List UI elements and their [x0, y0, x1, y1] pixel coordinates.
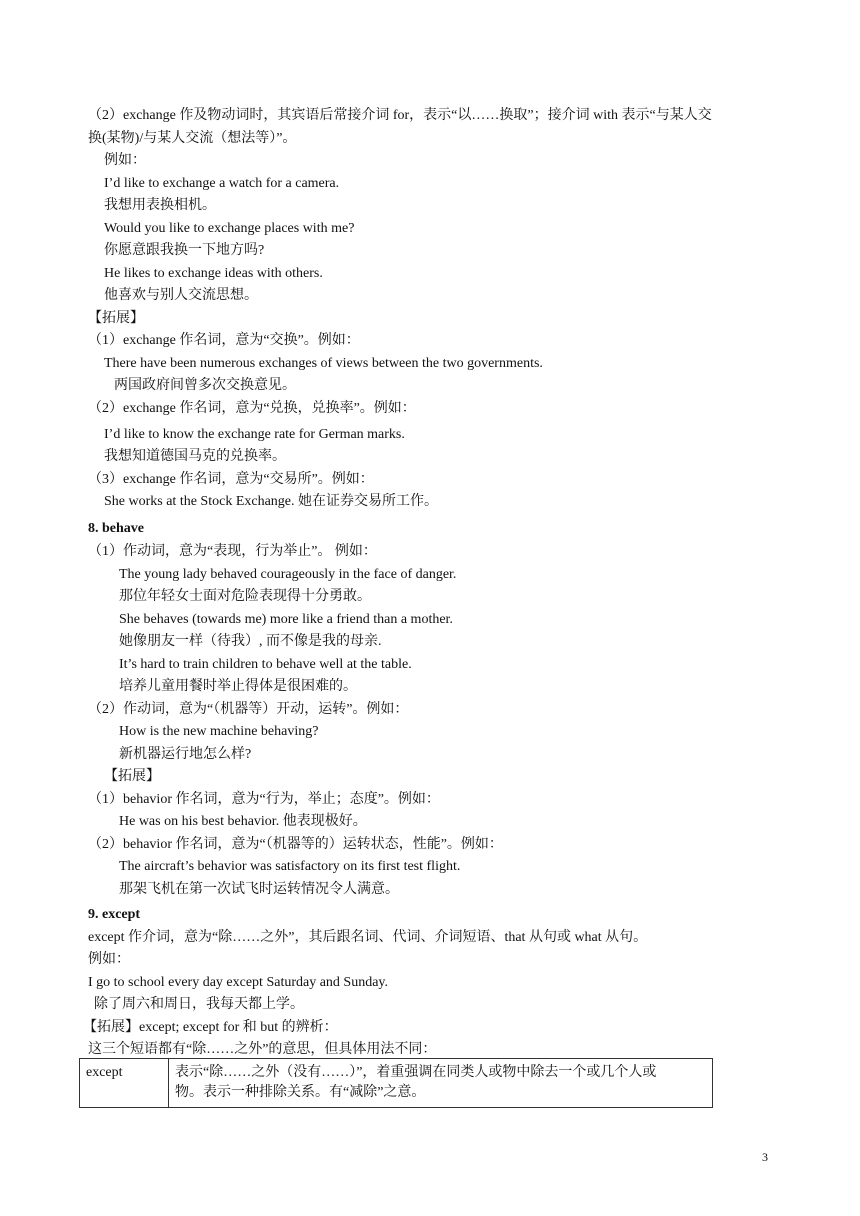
example-english: The aircraft’s behavior was satisfactory on its first test flight. — [119, 859, 461, 874]
extension-heading: 【拓展】 — [88, 311, 144, 326]
example-english: He likes to exchange ideas with others. — [104, 266, 323, 281]
example-english: How is the new machine behaving? — [119, 724, 319, 739]
paragraph-line: （2）exchange 作及物动词时，其宾语后常接介词 for，表示“以……换取”；接介词 with 表示“与某人交 — [88, 108, 712, 123]
example-english: She works at the Stock Exchange. 她在证券交易所工作。 — [104, 494, 439, 509]
example-english: He was on his best behavior. 他表现极好。 — [119, 814, 367, 829]
extension-heading: 【拓展】 — [104, 769, 160, 784]
paragraph-line: （2）exchange 作名词，意为“兑换，兑换率”。例如： — [88, 401, 416, 416]
example-label: 例如： — [88, 952, 130, 967]
paragraph-line: 这三个短语都有“除……之外”的意思，但具体用法不同： — [88, 1042, 437, 1057]
example-chinese: 那位年轻女士面对危险表现得十分勇敢。 — [119, 589, 371, 604]
example-chinese: 两国政府间曾多次交换意见。 — [114, 378, 296, 393]
example-chinese: 她像朋友一样（待我）, 而不像是我的母亲. — [119, 634, 382, 649]
example-chinese: 我想知道德国马克的兑换率。 — [104, 449, 286, 464]
example-chinese: 你愿意跟我换一下地方吗? — [104, 243, 265, 258]
paragraph-line: except 作介词，意为“除……之外”，其后跟名词、代词、介词短语、that 从句或 what 从句。 — [88, 930, 648, 945]
table-cell-term: except — [80, 1059, 169, 1108]
description-line: 表示“除……之外（没有……）”，着重强调在同类人或物中除去一个或几个人或 — [175, 1065, 657, 1080]
example-chinese: 我想用表换相机。 — [104, 198, 216, 213]
example-english: I’d like to know the exchange rate for German marks. — [104, 427, 405, 442]
example-chinese: 培养儿童用餐时举止得体是很困难的。 — [119, 679, 357, 694]
page-number: 3 — [762, 1150, 768, 1164]
section-heading: 9. except — [88, 907, 141, 922]
example-english: The young lady behaved courageously in the face of danger. — [119, 567, 457, 582]
example-english: I’d like to exchange a watch for a camera. — [104, 176, 340, 191]
paragraph-line: （1）作动词，意为“表现，行为举止”。 例如： — [88, 544, 377, 559]
paragraph-line: （1）exchange 作名词，意为“交换”。例如： — [88, 333, 360, 348]
example-chinese: 新机器运行地怎么样? — [119, 747, 252, 762]
example-chinese: 那架飞机在第一次试飞时运转情况令人满意。 — [119, 882, 399, 897]
example-english: Would you like to exchange places with me? — [104, 221, 355, 236]
example-english: She behaves (towards me) more like a friend than a mother. — [119, 612, 453, 627]
paragraph-line: （2）作动词，意为“（机器等）开动，运转”。例如： — [88, 702, 409, 717]
example-chinese: 除了周六和周日，我每天都上学。 — [94, 997, 304, 1012]
paragraph-line: （2）behavior 作名词，意为“（机器等的）运转状态，性能”。例如： — [88, 837, 503, 852]
table-row — [80, 1059, 713, 1108]
extension-heading: 【拓展】except; except for 和 but 的辨析： — [83, 1020, 338, 1035]
example-english: It’s hard to train children to behave well at the table. — [119, 657, 412, 672]
paragraph-line: （3）exchange 作名词，意为“交易所”。例如： — [88, 472, 374, 487]
paragraph-line: （1）behavior 作名词，意为“行为，举止；态度”。例如： — [88, 792, 440, 807]
section-heading: 8. behave — [88, 521, 144, 536]
example-label: 例如： — [104, 153, 146, 168]
description-line: 物。表示一种排除关系。有“减除”之意。 — [175, 1085, 426, 1100]
paragraph-line: 换(某物)/与某人交流（想法等）”。 — [88, 131, 297, 146]
table-cell-description — [169, 1059, 713, 1108]
example-english: There have been numerous exchanges of views between the two governments. — [104, 356, 543, 371]
example-english: I go to school every day except Saturday and Sunday. — [88, 975, 389, 990]
comparison-table — [79, 1058, 713, 1108]
example-chinese: 他喜欢与别人交流思想。 — [104, 288, 258, 303]
